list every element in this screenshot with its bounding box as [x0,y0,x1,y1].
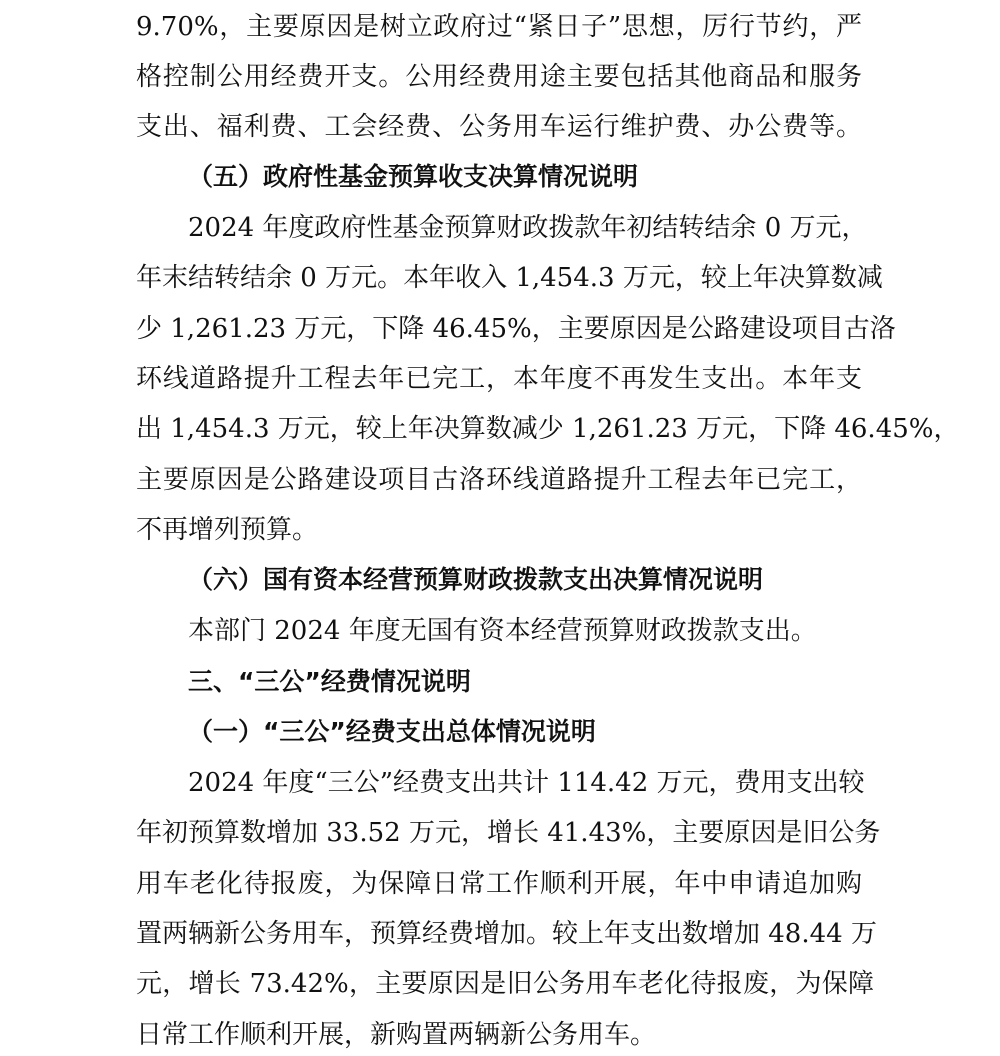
body-line: 支出、福利费、工会经费、公务用车运行维护费、办公费等。 [136,112,862,142]
body-line: 本部门 2024 年度无国有资本经营预算财政拨款支出。 [188,616,817,646]
body-line: 元，增长 73.42%，主要原因是旧公务用车老化待报废，为保障 [136,969,874,999]
section-heading: （五）政府性基金预算收支决算情况说明 [188,162,639,191]
body-line: 2024 年度政府性基金预算财政拨款年初结转结余 0 万元， [188,213,868,243]
body-line: 2024 年度“三公”经费支出共计 114.42 万元，费用支出较 [188,768,865,798]
body-line: 年初预算数增加 33.52 万元，增长 41.43%，主要原因是旧公务 [136,818,881,848]
body-line: 格控制公用经费开支。公用经费用途主要包括其他商品和服务 [136,62,862,92]
section-heading: 三、“三公”经费情况说明 [188,667,471,696]
subsection-heading: （一）“三公”经费支出总体情况说明 [188,717,596,746]
body-line: 置两辆新公务用车，预算经费增加。较上年支出数增加 48.44 万 [136,919,877,949]
body-line: 少 1,261.23 万元，下降 46.45%，主要原因是公路建设项目古洛 [136,314,896,344]
body-line: 9.70%，主要原因是树立政府过“紧日子”思想，厉行节约，严 [136,12,862,42]
body-line: 用车老化待报废，为保障日常工作顺利开展，年中申请追加购 [136,869,862,899]
section-heading: （六）国有资本经营预算财政拨款支出决算情况说明 [188,565,764,594]
body-line: 环线道路提升工程去年已完工，本年度不再发生支出。本年支 [136,364,862,394]
body-line: 年末结转结余 0 万元。本年收入 1,454.3 万元，较上年决算数减 [136,263,883,293]
body-line: 出 1,454.3 万元，较上年决算数减少 1,261.23 万元，下降 46.45%， [136,414,960,444]
body-line: 日常工作顺利开展，新购置两辆新公务用车。 [136,1020,657,1050]
body-line: 不再增列预算。 [136,515,319,545]
body-line: 主要原因是公路建设项目古洛环线道路提升工程去年已完工， [136,465,862,495]
